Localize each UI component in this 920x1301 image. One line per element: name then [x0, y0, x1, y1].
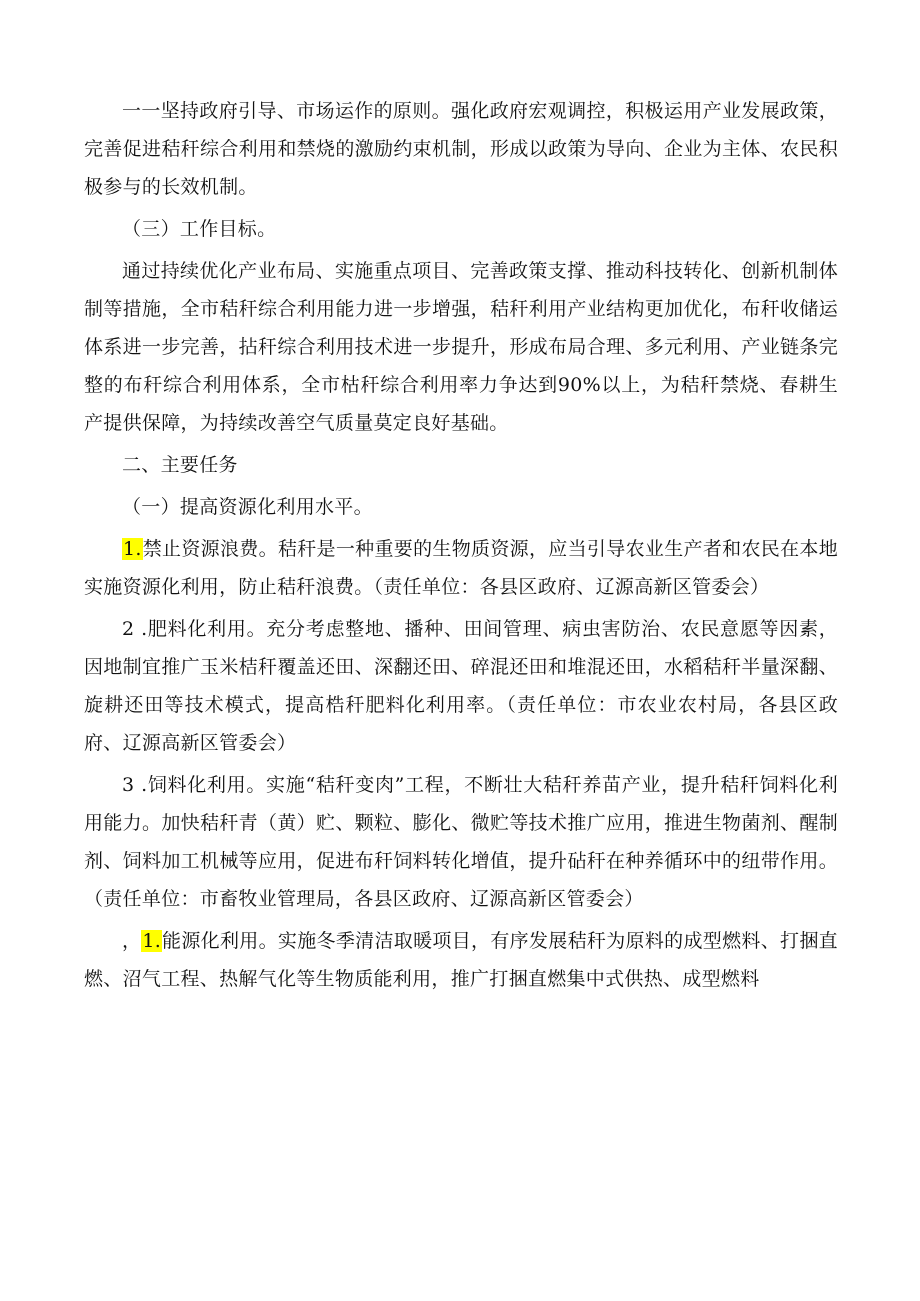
task-item-4-prefix: ， — [122, 930, 142, 952]
work-goals-paragraph: 通过持续优化产业布局、实施重点项目、完善政策支撑、推动科技转化、创新机制体制等措施，全市秸秆综合利用能力进一步增强，秸秆利用产业结构更加优化，布秆收储运体系进一步完善，拈秆综合利用技术进一步提升，形成布局合理、多元利用、产业链条完整的布秆综合利用体系，全市枯秆综合利用率力争达到90%以上，为秸秆禁烧、春耕生产提供保障，为持续改善空气质量莫定良好基础。 — [84, 260, 838, 434]
section-heading-main-tasks: 二、主要任务 — [122, 454, 238, 476]
task-item-2: 2 .肥料化利用。充分考虑整地、播种、田间管理、病虫害防治、农民意愿等因素，因地制宜推广玉米桔秆覆盖还田、深翻还田、碎混还田和堆混还田，水稻秸秆半量深翻、旋耕还田等技术模式，提高梏秆肥料化利用率。（责任单位：市农业农村局，各县区政府、辽源高新区管委会） — [84, 618, 838, 754]
document-page — [84, 92, 838, 998]
highlighted-item-number: 1. — [142, 930, 162, 952]
task-item-1 — [84, 530, 838, 606]
highlighted-item-number: 1. — [123, 538, 142, 560]
subsection-heading-resource-utilization: （一）提高资源化利用水平。 — [122, 496, 373, 518]
section-heading-work-goals: （三）工作目标。 — [122, 218, 277, 240]
principle-paragraph: 一一坚持政府引导、市场运作的原则。强化政府宏观调控，积极运用产业发展政策，完善促进秸秆综合利用和禁烧的激励约束机制，形成以政策为导向、企业为主体、农民积极参与的长效机制。 — [84, 100, 838, 198]
task-item-4-text: 能源化利用。实施冬季清洁取暖项目，有序发展秸秆为原料的成型燃料、打捆直燃、沼气工程、热解气化等生物质能利用，推广打捆直燃集中式供热、成型燃料 — [84, 930, 838, 990]
task-item-4 — [84, 922, 838, 998]
task-item-1-text: 禁止资源浪费。秸秆是一种重要的生物质资源，应当引导农业生产者和农民在本地实施资源化利用，防止秸秆浪费。（责任单位：各县区政府、辽源高新区管委会） — [84, 538, 838, 598]
task-item-3: 3 .饲料化利用。实施“秸秆变肉”工程，不断壮大秸秆养苗产业，提升秸秆饲料化利用能力。加快秸秆青（黄）贮、颗粒、膨化、微贮等技术推广应用，推进生物菌剂、醒制剂、饲料加工机械等应用，促进布秆饲料转化增值，提升砧秆在种养循环中的纽带作用。（责任单位：市畜牧业管理局，各县区政府、辽源高新区管委会） — [84, 774, 838, 910]
